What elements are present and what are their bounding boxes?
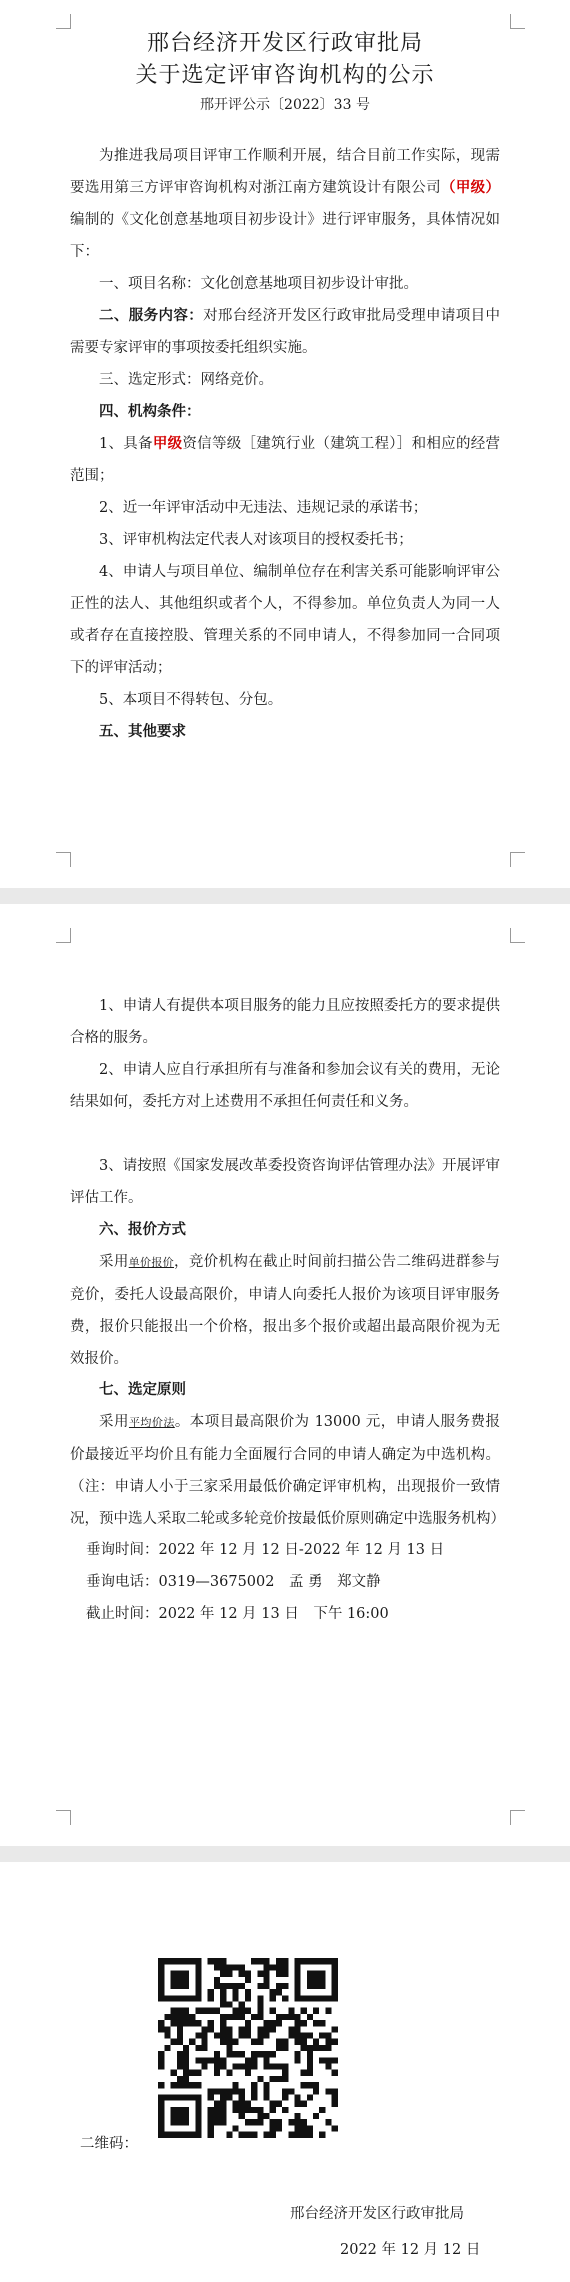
section-4-item-5: 5、本项目不得转包、分包。 bbox=[99, 692, 283, 708]
grade-highlight: 甲级 bbox=[152, 435, 183, 452]
section-6-text: 采用单价报价，竞价机构在截止时间前扫描公告二维码进群参与竞价，委托人设最高限价，申请人向委托人报价为该项目评审服务费，报价只能报出一个价格，报出多个报价或超出最高限价视为无效报价。 bbox=[70, 1254, 501, 1367]
section-6-heading: 六、报价方式 bbox=[99, 1222, 186, 1238]
method-underline: 单价报价 bbox=[128, 1256, 175, 1269]
method-underline: 平均价法 bbox=[128, 1416, 175, 1429]
qr-code bbox=[152, 1952, 344, 2144]
section-3: 三、选定形式：网络竞价。 bbox=[99, 372, 273, 388]
consult-phone: 垂询电话：0319—3675002 孟 勇 郑文静 bbox=[86, 1574, 381, 1590]
section-5-item-3: 3、请按照《国家发展改革委投资咨询评估管理办法》开展评审评估工作。 bbox=[70, 1158, 500, 1206]
page-corner-mark bbox=[510, 928, 525, 943]
section-4-item-1: 1、具备甲级资信等级［建筑行业（建筑工程）］和相应的经营范围； bbox=[70, 435, 500, 484]
section-7-text: 采用平均价法。本项目最高限价为 13000 元，申请人服务费报价最接近平均价且有能力全面履行合同的申请人确定为中选机构。（注：申请人小于三家采用最低价确定评审机构，出现报价一致情况，预中选人采取二轮或多轮竞价按最低价原则确定中选服务机构） bbox=[70, 1414, 505, 1527]
section-4-item-2: 2、近一年评审活动中无违法、违规记录的承诺书； bbox=[99, 500, 428, 516]
qr-label: 二维码： bbox=[80, 2136, 138, 2152]
page-separator bbox=[0, 1846, 570, 1862]
document-page-1 bbox=[0, 0, 570, 888]
section-5-item-2: 2、申请人应自行承担所有与准备和参加会议有关的费用，无论结果如何，委托方对上述费用不承担任何责任和义务。 bbox=[70, 1062, 500, 1110]
section-4-item-3: 3、评审机构法定代表人对该项目的授权委托书； bbox=[99, 532, 413, 548]
section-5-item-1: 1、申请人有提供本项目服务的能力且应按照委托方的要求提供合格的服务。 bbox=[70, 998, 500, 1046]
section-7-heading: 七、选定原则 bbox=[99, 1382, 186, 1398]
signature-org: 邢台经济开发区行政审批局 bbox=[290, 2206, 464, 2222]
page-corner-mark bbox=[56, 1810, 71, 1825]
document-number: 邢开评公示〔2022〕33 号 bbox=[200, 97, 370, 113]
page-separator bbox=[0, 888, 570, 904]
consult-time: 垂询时间：2022 年 12 月 12 日-2022 年 12 月 13 日 bbox=[86, 1542, 445, 1558]
intro-paragraph: 为推进我局项目评审工作顺利开展，结合目前工作实际，现需要选用第三方评审咨询机构对浙江南方建筑设计有限公司（甲级）编制的《文化创意基地项目初步设计》进行评审服务，具体情况如下： bbox=[70, 148, 501, 260]
section-4-item-4: 4、申请人与项目单位、编制单位存在利害关系可能影响评审公正性的法人、其他组织或者个人，不得参加。单位负责人为同一人或者存在直接控股、管理关系的不同申请人，不得参加同一合同项下的评审活动； bbox=[70, 564, 500, 676]
deadline: 截止时间：2022 年 12 月 13 日 下午 16:00 bbox=[86, 1606, 389, 1622]
document-page-3 bbox=[0, 1862, 570, 2282]
page-corner-mark bbox=[56, 852, 71, 867]
section-4-heading: 四、机构条件： bbox=[99, 404, 201, 420]
page-corner-mark bbox=[510, 1810, 525, 1825]
signature-date: 2022 年 12 月 12 日 bbox=[340, 2242, 481, 2258]
document-page-2 bbox=[0, 904, 570, 1846]
page-title-line2: 关于选定评审咨询机构的公示 bbox=[135, 63, 435, 88]
page-corner-mark bbox=[510, 852, 525, 867]
page-title-line1: 邢台经济开发区行政审批局 bbox=[146, 31, 423, 56]
section-5-heading: 五、其他要求 bbox=[99, 724, 186, 740]
grade-highlight: （甲级） bbox=[440, 179, 501, 196]
section-2: 二、服务内容：对邢台经济开发区行政审批局受理申请项目中需要专家评审的事项按委托组织实施。 bbox=[70, 308, 501, 356]
page-corner-mark bbox=[56, 928, 71, 943]
section-1: 一、项目名称：文化创意基地项目初步设计审批。 bbox=[99, 276, 418, 292]
